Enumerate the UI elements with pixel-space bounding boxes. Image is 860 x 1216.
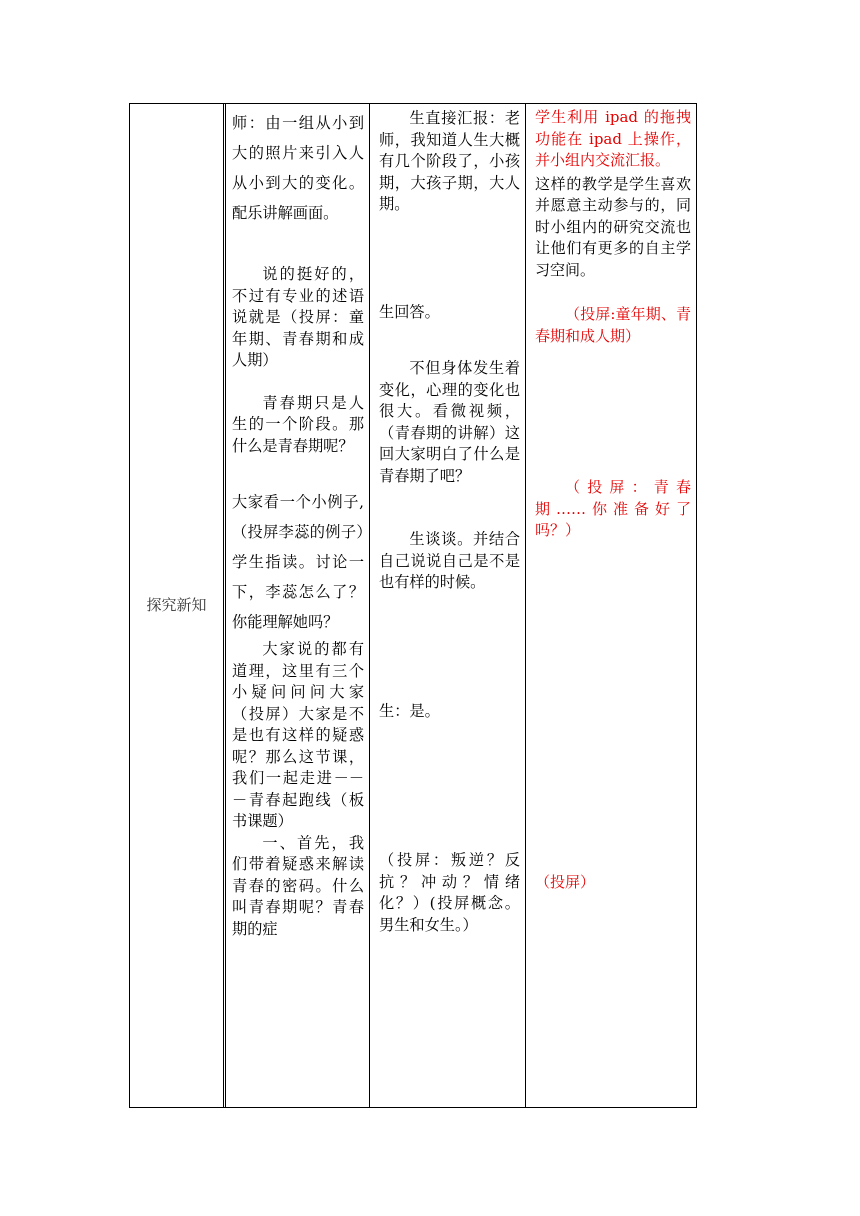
ipad-note: 学生利用 ipad 的拖拽功能在 ipad 上操作，并小组内交流汇报。 — [535, 108, 691, 169]
teacher-text-1: 师：由一组从小到大的照片来引入人从小到大的变化。配乐讲解画面。 — [232, 114, 364, 222]
student-text-6: （投屏：叛逆？反抗？冲动？情绪化？）(投屏概念。男生和女生。） — [379, 851, 520, 934]
student-activity-column — [373, 104, 525, 1107]
student-text-2: 生回答。 — [379, 302, 440, 321]
design-note: 这样的教学是学生喜欢并愿意主动参与的，同时小组内的研究交流也让他们有更多的自主学习空间。 — [535, 174, 691, 279]
teacher-activity-column — [226, 104, 369, 1107]
student-text-3: 不但身体发生着变化，心理的变化也很大。看微视频，（青春期的讲解）这回大家明白了什么是青春期了吧？ — [379, 359, 520, 485]
screen-note: （投屏） — [535, 872, 596, 891]
screen-stages-note: （投屏:童年期、青春期和成人期） — [535, 305, 691, 345]
teacher-text-6: 一、首先，我们带着疑惑来解读青春的密码。什么叫青春期呢？青春期的症 — [232, 833, 364, 938]
lesson-plan-table — [129, 103, 697, 1108]
design-notes-column — [529, 104, 696, 1107]
teacher-text-3: 青春期只是人生的一个阶段。那什么是青春期呢？ — [232, 393, 364, 455]
screen-ready-note: （投屏：青春期……你准备好了吗？） — [535, 478, 691, 539]
student-text-5: 生：是。 — [379, 701, 440, 720]
teacher-text-5: 大家说的都有道理，这里有三个小疑问问问大家（投屏）大家是不是也有这样的疑惑呢？那么这节课，我们一起走进－－－青春起跑线（板书课题） — [232, 640, 364, 830]
section-label: 探究新知 — [146, 596, 207, 614]
student-text-4: 生谈谈。并结合自己说说自己是不是也有样的时候。 — [379, 530, 520, 591]
teacher-text-2: 说的挺好的，不过有专业的述语说就是（投屏：童年期、青春期和成人期） — [232, 265, 364, 369]
column-divider — [525, 104, 526, 1107]
column-divider — [369, 104, 370, 1107]
section-column — [130, 104, 223, 1107]
student-text-1: 生直接汇报：老师，我知道人生大概有几个阶段了，小孩期，大孩子期，大人期。 — [379, 109, 520, 213]
teacher-text-4: 大家看一个小例子,（投屏李蕊的例子）学生指读。讨论一下，李蕊怎么了？你能理解她吗？ — [232, 493, 364, 631]
